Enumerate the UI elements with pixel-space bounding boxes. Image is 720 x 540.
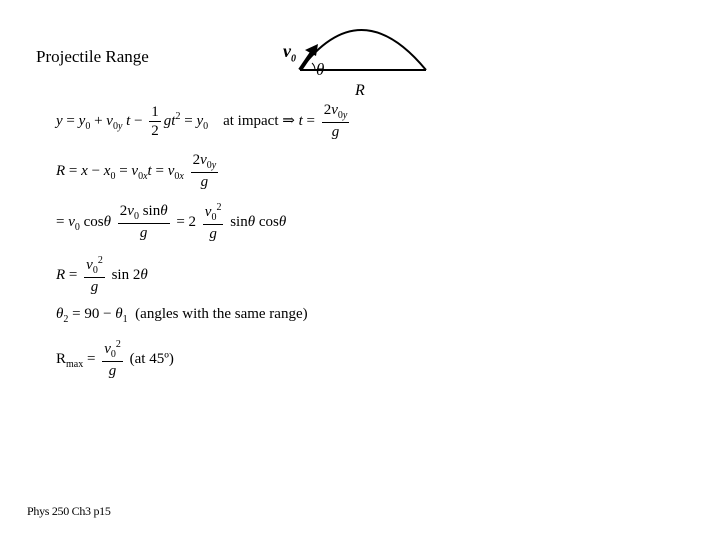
angle-label: θ [316,60,325,79]
equation-range-sin2: R = $\frac{v_0^2}{g}$ sin 2θ [56,255,148,295]
rmax-subscript: max [66,358,84,370]
angles-text: (angles with the same range) [135,306,308,322]
equation-complementary-angles: $\theta_2 = 90 - \theta_1$ (angles with the same range) [56,306,308,325]
equation-range: $R = x - x_0 = v_{0x}t = v_{0x}$ $\frac{2v_{0y}}{g}$ [56,152,217,190]
angle-arc [312,63,315,70]
velocity-subscript: 0 [291,53,296,65]
velocity-label [283,41,296,65]
rmax-symbol: R [56,350,67,367]
velocity-symbol: v [283,41,291,61]
impact-text: at impact [223,112,279,129]
equation-trajectory: $y = y_0 + v_{0y}$ t − $\frac{1}{2}$ $gt^2 = y_0$ at impact ⇒ t = $\frac{2v_{0y}}{g}$ [56,102,348,140]
slide-footer: Phys 250 Ch3 p15 [27,504,111,518]
equation-range-trig: = $v_0$ cosθ $\frac{2v_0 \sin\theta}{g}$ = 2 $\frac{v_0^2}{g}$ sinθ cosθ [56,202,287,242]
range-label: R [355,82,365,99]
at45-text: (at 45º) [129,350,174,367]
slide-title: Projectile Range [36,47,149,66]
equation-rmax: $R_{max}$ = $\frac{v_0^2}{g}$ (at 45º) [56,339,174,379]
